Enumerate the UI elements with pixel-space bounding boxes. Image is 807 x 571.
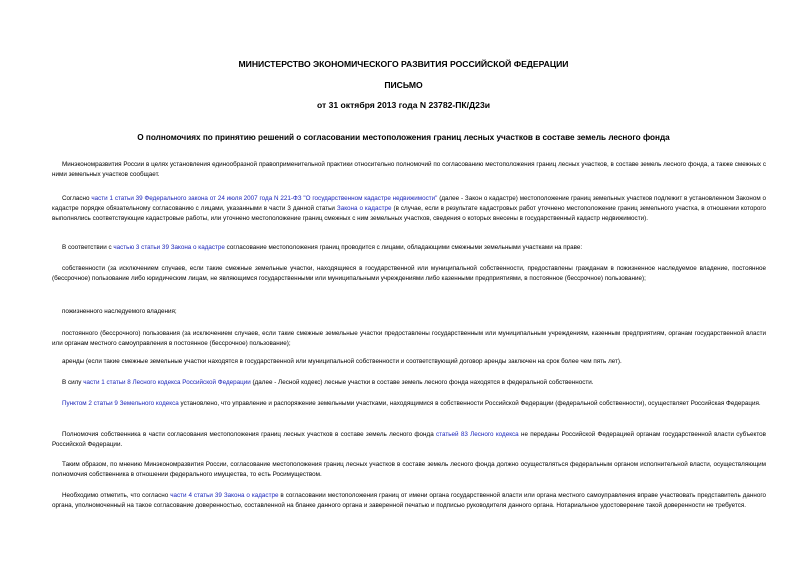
ministry-heading: МИНИСТЕРСТВО ЭКОНОМИЧЕСКОГО РАЗВИТИЯ РОССИЙСКОЙ ФЕДЕРАЦИИ — [238, 59, 569, 69]
paragraph-7: аренды (если такие смежные земельные участки находятся в государственной или муниципальной собственности и соответствующий договор аренды заключен на срок более чем пять лет). — [62, 358, 622, 365]
cadastre-law-link[interactable]: Закона о кадастре — [336, 205, 392, 213]
paragraph-11: Таким образом, по мнению Минэкономразвития России, согласование местоположения границ лесных участков в составе земель лесного фонда должно осуществляться федеральным органом исполнительной власти, осуществляющим полномочия собственника в отношении федерального имущества, то есть Росимуществом. — [52, 461, 766, 479]
forest-code-article-83-link[interactable]: статьей 83 Лесного кодекса — [436, 431, 519, 438]
land-code-article-9-link[interactable]: Пунктом 2 статьи 9 Земельного кодекса — [62, 400, 179, 407]
law-221-fz-link[interactable]: части 1 статьи 39 Федерального закона от 24 июля 2007 года N 221-ФЗ "О государственном кадастре недвижимости" — [91, 195, 438, 202]
paragraph-5: пожизненного наследуемого владения; — [62, 308, 177, 315]
paragraph-1: Минэкономразвития России в целях установления единообразной правоприменительной практики относительно полномочий по согласованию местоположения границ лесных участков, в составе земель лесного фонда, а также смежных с ними земельных участков сообщает. — [52, 161, 766, 179]
document-subject: О полномочиях по принятию решений о согласовании местоположения границ лесных участков в составе земель лесного фонда — [137, 133, 670, 142]
paragraph-9: Пунктом 2 статьи 9 Земельного кодекса установлено, что управление и распоряжение земельными участками, находящимися в собственности Российской Федерации (федеральной собственности), осуществляет Российская Федерация. — [62, 400, 761, 407]
paragraph-8: В силу части 1 статьи 8 Лесного кодекса Российской Федерации (далее - Лесной кодекс) лесные участки в составе земель лесного фонда находятся в федеральной собственности. — [62, 379, 594, 386]
article-39-part-4-link[interactable]: части 4 статьи 39 Закона о кадастре — [170, 492, 279, 499]
paragraph-12: Необходимо отметить, что согласно части 4 статьи 39 Закона о кадастре в согласовании местоположения границ от имени органа государственной власти или органа местного самоуправления вправе участвовать представитель данного органа, уполномоченный на такое согласование доверенностью, составленной на бланке данного органа и заверенной печатью и подписью руководителя данного органа. Нотариальное удостоверение такой доверенности не требуется. — [52, 492, 766, 510]
document-type: ПИСЬМО — [384, 80, 423, 90]
paragraph-2: Согласно части 1 статьи 39 Федерального закона от 24 июля 2007 года N 221-ФЗ "О государственном кадастре недвижимости" (далее - Закон о кадастре) местоположение границ земельных участков подлежит в установленном Законом о кадастре порядке обязательному согласованию с лицами, указанными в части 3 данной статьи Закона о кадастре (в случае, если в результате кадастровых работ уточнено местоположение границ земельного участка, в отношении которого выполнялись соответствующие кадастровые работы, или уточнено местоположение границ смежных с ним земельных участков, сведения о которых внесены в государственный кадастр недвижимости). — [52, 195, 766, 223]
article-39-part-3-link[interactable]: частью 3 статьи 39 Закона о кадастре — [113, 244, 225, 251]
forest-code-article-8-link[interactable]: части 1 статьи 8 Лесного кодекса Российской Федерации — [83, 379, 251, 386]
paragraph-10: Полномочия собственника в части согласования местоположения границ лесных участков в составе земель лесного фонда статьей 83 Лесного кодекса не переданы Российской Федерацией органам государственной власти субъектов Российской Федерации. — [52, 431, 766, 449]
document-date-number: от 31 октября 2013 года N 23782-ПК/Д23и — [316, 100, 491, 110]
paragraph-4: собственности (за исключением случаев, если такие смежные земельные участки, находящиеся в государственной или муниципальной собственности, предоставлены гражданам в пожизненное наследуемое владение, постоянное (бессрочное) пользование либо юридическим лицам, не являющимся государственными или муниципальными учреждениями либо казенными предприятиями, в постоянное (бессрочное) пользование); — [52, 265, 766, 283]
paragraph-3: В соответствии с частью 3 статьи 39 Закона о кадастре согласование местоположения границ проводится с лицами, обладающими смежными земельными участками на праве: — [62, 244, 583, 251]
paragraph-6: постоянного (бессрочного) пользования (за исключением случаев, если такие смежные земельные участки предоставлены государственным или муниципальным учреждениям, казенным предприятиям, органам государственной власти или органам местного самоуправления в постоянное (бессрочное) пользование); — [52, 330, 766, 348]
